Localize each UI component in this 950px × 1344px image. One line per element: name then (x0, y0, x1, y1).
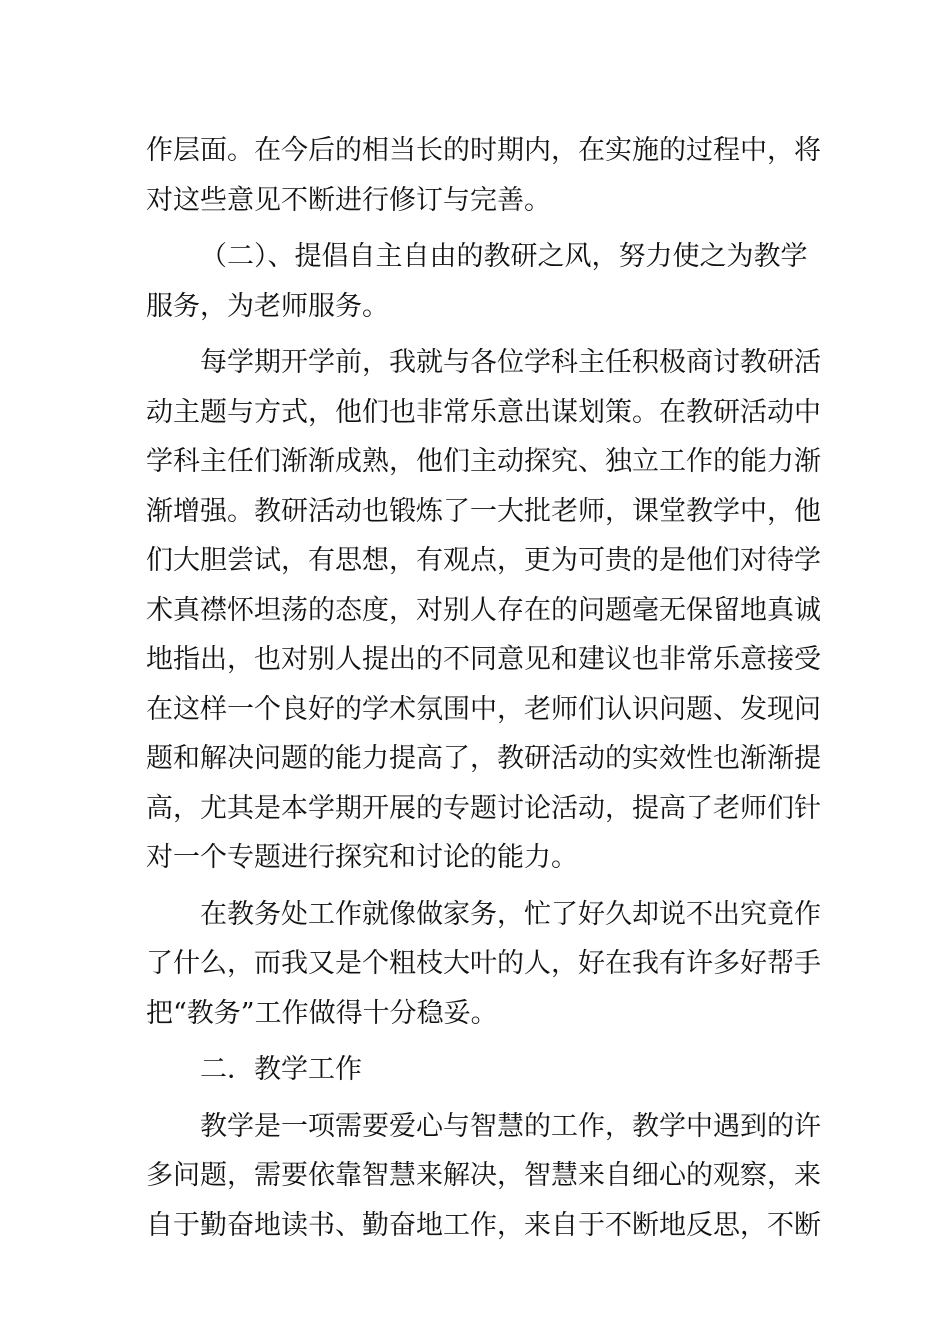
text-line: 对这些意见不断进行修订与完善。 (146, 184, 551, 216)
text-line: 自于勤奋地读书、勤奋地工作，来自于不断地反思，不断 (146, 1209, 821, 1241)
text-line: 每学期开学前，我就与各位学科主任积极商讨教研活 (200, 347, 821, 378)
text-line: 对一个专题进行探究和讨论的能力。 (146, 842, 578, 873)
text-line: 们大胆尝试，有思想，有观点，更为可贵的是他们对待学 (146, 545, 821, 576)
section-heading-line: 二．教学工作 (200, 1054, 362, 1085)
text-line: 教学是一项需要爱心与智慧的工作，教学中遇到的许 (200, 1110, 821, 1142)
text-line: 作层面。在今后的相当长的时期内，在实施的过程中，将 (146, 135, 821, 166)
text-line: 学科主任们渐渐成熟，他们主动探究、独立工作的能力渐 (146, 446, 821, 477)
paragraph (146, 890, 821, 1039)
text-line: 把“教务”工作做得十分稳妥。 (146, 997, 498, 1029)
text-line: 高，尤其是本学期开展的专题讨论活动，提高了老师们针 (146, 792, 821, 824)
paragraph (146, 1045, 808, 1095)
text-line: 术真襟怀坦荡的态度，对别人存在的问题毫无保留地真诚 (146, 594, 821, 626)
text-line: 地指出，也对别人提出的不同意见和建议也非常乐意接受 (146, 644, 821, 675)
section-heading-line: （二）、提倡自主自由的教研之风，努力使之为教学 (200, 241, 808, 272)
paragraph (146, 338, 821, 883)
text-line: 渐增强。教研活动也锻炼了一大批老师，课堂教学中，他 (146, 495, 821, 527)
document-body (146, 126, 821, 1250)
text-line: 多问题，需要依靠智慧来解决，智慧来自细心的观察，来 (146, 1160, 821, 1191)
paragraph (146, 232, 808, 331)
text-line: 服务，为老师服务。 (146, 290, 389, 322)
text-line: 在教务处工作就像做家务，忙了好久却说不出究竟作 (200, 898, 821, 930)
paragraph (146, 126, 821, 225)
text-line: 在这样一个良好的学术氛围中，老师们认识问题、发现问 (146, 693, 821, 725)
paragraph (146, 1102, 821, 1251)
text-line: 了什么，而我又是个粗枝大叶的人，好在我有许多好帮手 (146, 948, 821, 979)
text-line: 题和解决问题的能力提高了，教研活动的实效性也渐渐提 (146, 743, 821, 774)
text-line: 动主题与方式，他们也非常乐意出谋划策。在教研活动中 (146, 396, 821, 428)
